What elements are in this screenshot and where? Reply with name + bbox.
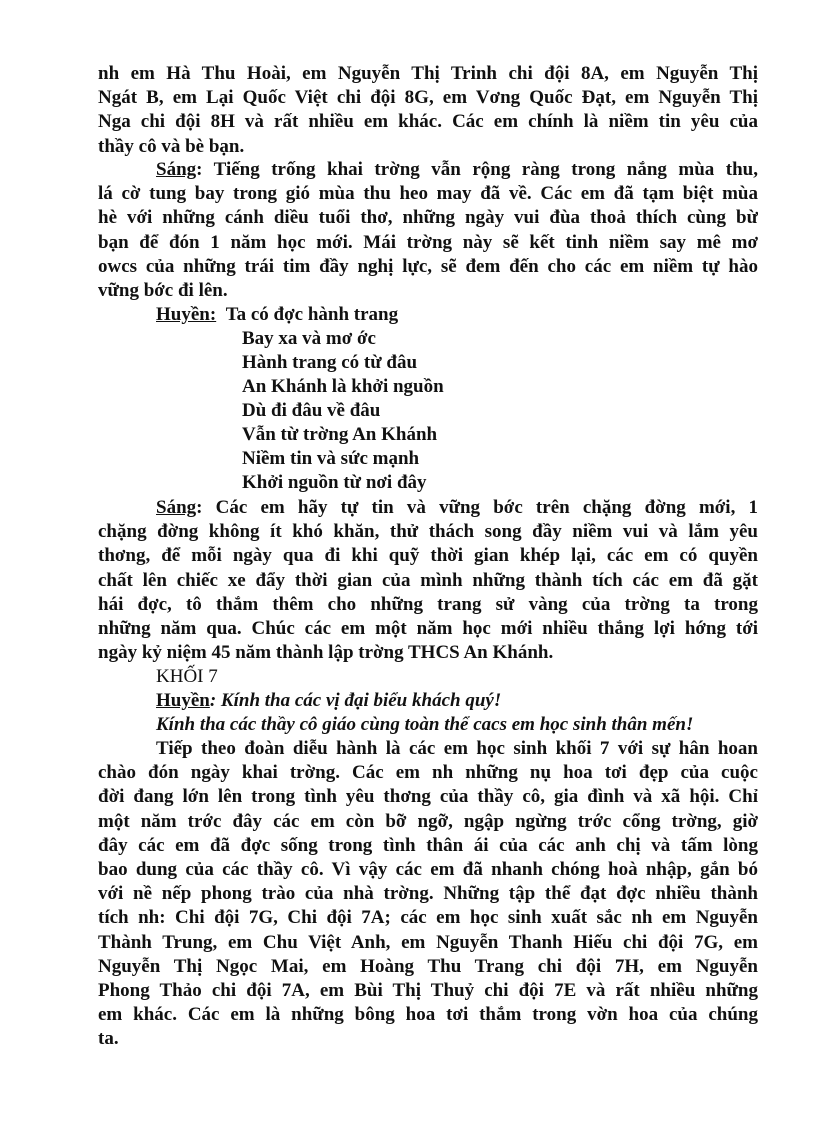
paragraph-line: Tiếp theo đoàn diễu hành là các em học sinh khối 7 với sự hân hoan [156, 738, 758, 759]
poem-line: Vẫn từ trờng An Khánh [242, 424, 438, 445]
line-text: : Các em hãy tự tin và vững bớc trên chặng đờng mới, 1 [196, 497, 758, 518]
paragraph-line: nh em Hà Thu Hoài, em Nguyễn Thị Trinh chi đội 8A, em Nguyễn Thị [98, 63, 758, 84]
paragraph-line: hè với những cánh diều tuổi thơ, những ngày vui đùa thoả thích cùng bừ [98, 207, 758, 229]
poem-line: Khởi nguồn từ nơi đây [242, 472, 427, 493]
paragraph-line: ta. [98, 1028, 119, 1050]
paragraph-line: lá cờ tung bay trong gió mùa thu heo may đã về. Các em đã tạm biệt mùa [98, 183, 758, 205]
greeting-line-1 [156, 689, 501, 713]
paragraph-line: Thành Trung, em Chu Việt Anh, em Nguyễn Thanh Hiếu chi đội 7G, em [98, 931, 758, 953]
paragraph-line: với nề nếp phong trào của nhà trờng. Những tập thể đạt đợc nhiều thành [98, 883, 758, 905]
poem-line: Hành trang có từ đâu [242, 352, 418, 373]
paragraph-line: Nguyễn Thị Ngọc Mai, em Hoàng Thu Trang chi đội 7H, em Nguyễn [98, 955, 758, 977]
poem-line [156, 303, 398, 327]
paragraph-line: bao dung của các thầy cô. Vì vậy các em đã nhanh chóng hoà nhập, gắn bó [98, 858, 758, 880]
paragraph-line: Ngát B, em Lại Quốc Việt chi đội 8G, em Vơng Quốc Đạt, em Nguyễn Thị [98, 87, 758, 109]
paragraph-1 [98, 62, 758, 159]
paragraph-line: Phong Thảo chi đội 7A, em Bùi Thị Thuỷ chi đội 7E và rất nhiều những [98, 979, 758, 1001]
paragraph-line: Nga chi đội 8H và rất nhiều em khác. Các em chính là niềm tin yêu của [98, 111, 758, 133]
paragraph-line: một năm trớc đây các em còn bỡ ngỡ, ngập ngừng trớc cổng trờng, giờ [98, 810, 758, 832]
paragraph-line: chào đón ngày khai trờng. Các em nh những nụ hoa tơi đẹp của cuộc [98, 762, 758, 784]
speaker-label: Sáng [156, 497, 197, 518]
poem-stanza [242, 327, 444, 495]
line-text: : Tiếng trống khai trờng vẫn rộng ràng trong nắng mùa thu, [196, 159, 758, 180]
paragraph-line: thơng, để mỗi ngày qua đi khi quỹ thời gian khép lại, các em có quyền [98, 545, 758, 567]
greeting-line-2 [156, 713, 693, 737]
section-heading-text: KHỐI 7 [156, 666, 218, 687]
paragraph-line: tích nh: Chi đội 7G, Chi đội 7A; các em học sinh xuất sắc nh em Nguyễn [98, 907, 758, 929]
paragraph-line: bạn để đón 1 năm học mới. Mái trờng này sẽ kết tinh niềm say mê mơ [98, 231, 758, 253]
paragraph-2 [98, 158, 758, 303]
paragraph-line: em khác. Các em là những bông hoa tơi thắm trong vờn hoa của chúng [98, 1004, 758, 1026]
paragraph-line: vững bớc đi lên. [98, 279, 228, 301]
greeting-line: Kính tha các thầy cô giáo cùng toàn thể cacs em học sinh thân mến! [156, 714, 694, 735]
paragraph-3 [98, 496, 758, 665]
poem-line: Niềm tin và sức mạnh [242, 448, 420, 469]
line-text: : Kính tha các vị đại biểu khách quý! [209, 690, 502, 711]
paragraph-line [98, 496, 758, 520]
poem-line: Bay xa và mơ ớc [242, 328, 376, 349]
poem-line: An Khánh là khởi nguồn [242, 376, 444, 397]
speaker-label: Huyền: [156, 304, 217, 325]
paragraph-line: đời đang lớn lên trong tình yêu thơng của thầy cô, gia đình và xã hội. Chỉ [98, 786, 758, 808]
paragraph-line: thầy cô và bè bạn. [98, 135, 245, 157]
poem-line: Dù đi đâu về đâu [242, 400, 381, 421]
paragraph-line [98, 158, 758, 182]
paragraph-4 [98, 737, 758, 1051]
poem-first-line [156, 303, 398, 327]
greeting-line [156, 689, 501, 713]
paragraph-line: hái đợc, tô thắm thêm cho những trang sử vàng của trờng ta trong [98, 593, 758, 615]
paragraph-line: owcs của những trái tim đầy nghị lực, sẽ đem đến cho các em niềm tự hào [98, 255, 758, 277]
paragraph-line: những năm qua. Chúc các em một năm học mới nhiều thắng lợi hớng tới [98, 617, 758, 639]
section-heading [156, 665, 218, 689]
line-text: Ta có đợc hành trang [225, 304, 399, 325]
speaker-label: Huyền [156, 690, 210, 711]
paragraph-line: chặng đờng không ít khó khăn, thử thách song đầy niềm vui và lắm yêu [98, 521, 758, 543]
paragraph-line: chất lên chiếc xe đẩy thời gian của mình những thành tích các em đã gặt [98, 569, 758, 591]
paragraph-line: ngày kỷ niệm 45 năm thành lập trờng THCS An Khánh. [98, 642, 554, 664]
speaker-label: Sáng [156, 159, 197, 180]
paragraph-line: đây các em đã đợc sống trong tình thân ái của các anh chị và tấm lòng [98, 834, 758, 856]
